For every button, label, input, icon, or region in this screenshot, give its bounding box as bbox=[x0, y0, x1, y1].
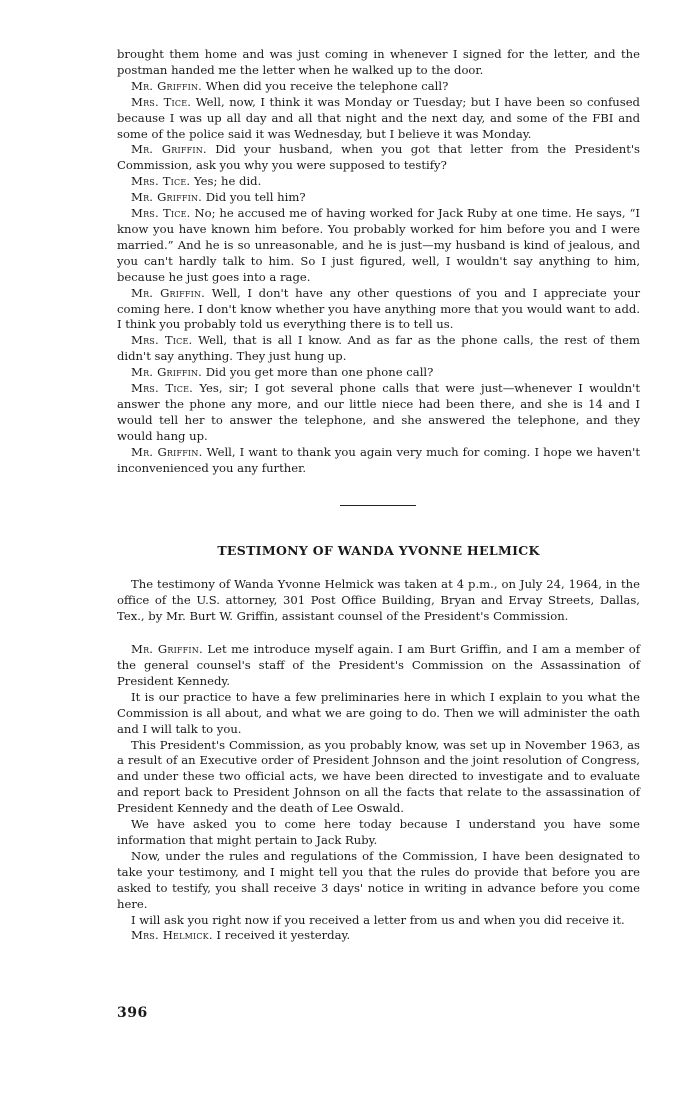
paragraph-text: It is our practice to have a few preliminaries here in which I explain to you what the Commission is all about, and what we are going to do. Then we will administer the oath and I will talk to you. bbox=[117, 689, 640, 736]
paragraph bbox=[117, 913, 640, 929]
paragraph bbox=[117, 928, 640, 944]
paragraph bbox=[117, 286, 640, 334]
paragraph bbox=[117, 174, 640, 190]
paragraph-text: When did you receive the telephone call? bbox=[202, 78, 449, 93]
speaker-name: Mrs. Tice. bbox=[131, 174, 191, 189]
paragraph bbox=[117, 79, 640, 95]
speaker-name: Mr. Griffin. bbox=[131, 365, 203, 380]
speaker-name: Mr. Griffin. bbox=[131, 642, 203, 657]
paragraph bbox=[117, 190, 640, 206]
paragraph-text: No; he accused me of having worked for Jack Ruby at one time. He says, “I know you have known him before. You probably worked for him before you and I were married.” And he is so unreasonable, and he is just—my husband is kind of jealous, and you can't hardly talk to him. So I just figured, well, I wouldn't say anything to him, because he just goes into a rage. bbox=[117, 206, 640, 284]
speaker-name: Mrs. Helmick. bbox=[131, 928, 213, 943]
testimony-body bbox=[117, 642, 640, 944]
paragraph-text: Well, I want to thank you again very much for coming. I hope we haven't inconvenienced you any further. bbox=[117, 444, 640, 475]
paragraph-text: Yes, sir; I got several phone calls that were just—whenever I wouldn't answer the phone any more, and our little niece had been there, and she is 14 and I would tell her to answer the telephone, and she answered the telephone, and they would hang up. bbox=[117, 381, 640, 443]
paragraph-text: We have asked you to come here today because I understand you have some information that might pertain to Jack Ruby. bbox=[117, 817, 640, 847]
section-divider bbox=[340, 505, 416, 506]
section-heading: TESTIMONY OF WANDA YVONNE HELMICK bbox=[217, 543, 540, 559]
paragraph-text: This President's Commission, as you probably know, was set up in November 1963, as a result of an Executive order of President Johnson and the joint resolution of Congress, and under these two official acts, we have been directed to investigate and to evaluate and report back to President Johnson on all the facts that relate to the assassination of President Kennedy and the death of Lee Oswald. bbox=[117, 737, 640, 816]
speaker-name: Mrs. Tice. bbox=[131, 94, 192, 109]
page-number: 396 bbox=[117, 1005, 148, 1021]
paragraph-text: Now, under the rules and regulations of the Commission, I have been designated to take your testimony, and I might tell you that the rules do provide that before you are asked to testify, you shall receive 3 days' notice in writing in advance before you come here. bbox=[117, 848, 640, 911]
paragraph-text: Well, now, I think it was Monday or Tuesday; but I have been so confused because I was up all day and all that night and the next day, and some of the FBI and some of the police said it was Wednesday, but I believe it was Monday. bbox=[117, 94, 640, 141]
paragraph bbox=[117, 95, 640, 143]
paragraph-text: Did you tell him? bbox=[202, 190, 306, 205]
speaker-name: Mrs. Tice. bbox=[131, 381, 193, 396]
intro-paragraph: The testimony of Wanda Yvonne Helmick was taken at 4 p.m., on July 24, 1964, in the office of the U.S. attorney, 301 Post Office Building, Bryan and Ervay Streets, Dallas, Tex., by Mr. Burt W. Griffin, assistant counsel of the President's Commission. bbox=[117, 577, 640, 624]
paragraph bbox=[117, 642, 640, 690]
speaker-name: Mr. Griffin. bbox=[131, 190, 203, 205]
paragraph bbox=[117, 445, 640, 477]
paragraph bbox=[117, 738, 640, 818]
testimony-continuation bbox=[117, 47, 640, 476]
paragraph bbox=[117, 47, 640, 79]
paragraph bbox=[117, 381, 640, 445]
paragraph bbox=[117, 365, 640, 381]
paragraph bbox=[117, 817, 640, 849]
paragraph bbox=[117, 206, 640, 286]
paragraph-text: Did your husband, when you got that letter from the President's Commission, ask you why you were supposed to testify? bbox=[117, 142, 640, 173]
paragraph-text: Well, I don't have any other questions of you and I appreciate your coming here. I don't know whether you have anything more that you would want to add. I think you probably told us everything there is to tell us. bbox=[117, 285, 641, 332]
paragraph bbox=[117, 142, 640, 174]
paragraph bbox=[117, 849, 640, 913]
speaker-name: Mr. Griffin. bbox=[131, 78, 203, 93]
speaker-name: Mrs. Tice. bbox=[131, 206, 191, 221]
paragraph-text: brought them home and was just coming in whenever I signed for the letter, and the postman handed me the letter when he walked up to the door. bbox=[117, 47, 640, 77]
paragraph-text: Let me introduce myself again. I am Burt Griffin, and I am a member of the general counsel's staff of the President's Commission on the Assassination of President Kennedy. bbox=[117, 642, 641, 688]
paragraph-text: I will ask you right now if you received a letter from us and when you did receive it. bbox=[131, 912, 625, 927]
speaker-name: Mr. Griffin. bbox=[131, 444, 203, 459]
paragraph-text: Did you get more than one phone call? bbox=[202, 365, 434, 380]
paragraph bbox=[117, 333, 640, 365]
paragraph bbox=[117, 690, 640, 738]
paragraph-text: I received it yesterday. bbox=[212, 928, 351, 943]
speaker-name: Mrs. Tice. bbox=[131, 333, 193, 348]
speaker-name: Mr. Griffin. bbox=[131, 142, 207, 157]
paragraph-text: Well, that is all I know. And as far as the phone calls, the rest of them didn't say anything. They just hung up. bbox=[117, 333, 640, 364]
paragraph-text: Yes; he did. bbox=[190, 174, 262, 189]
speaker-name: Mr. Griffin. bbox=[131, 285, 206, 300]
